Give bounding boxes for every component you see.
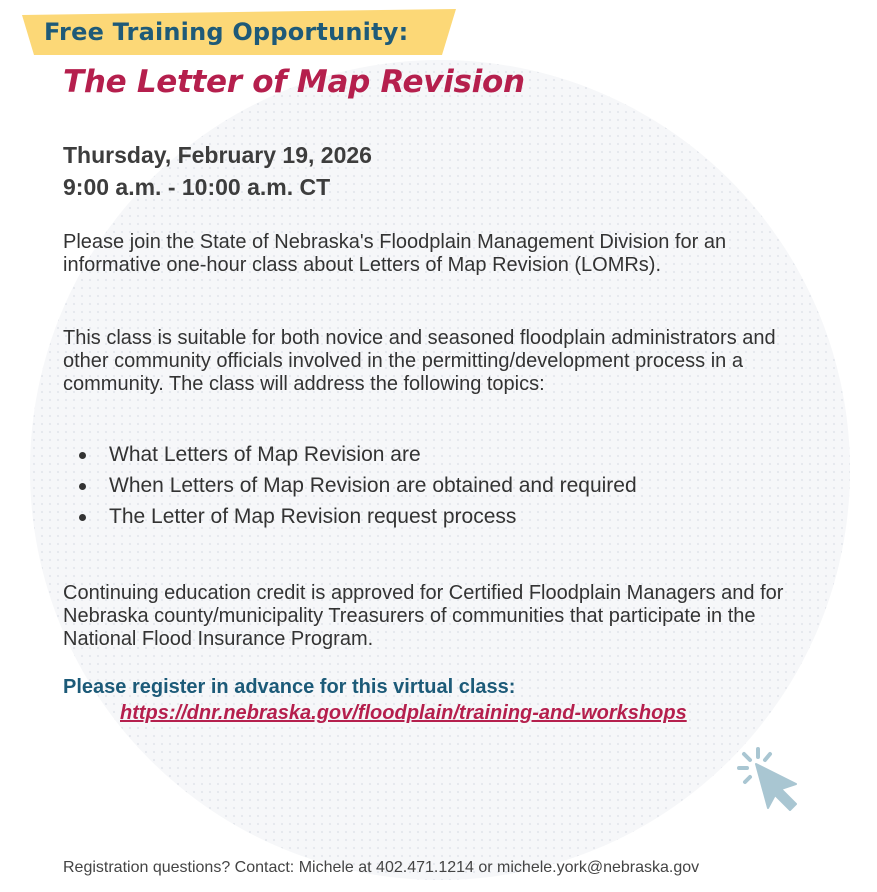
bullet-icon (79, 483, 86, 490)
page-title: The Letter of Map Revision (63, 64, 525, 100)
topics-list (63, 441, 637, 534)
cursor-click-icon (736, 744, 808, 814)
event-time: 9:00 a.m. - 10:00 a.m. CT (63, 174, 331, 200)
banner-text: Free Training Opportunity: (44, 18, 409, 46)
list-item (63, 441, 637, 472)
list-item (63, 472, 637, 503)
intro-paragraph: Please join the State of Nebraska's Floodplain Management Division for an informative one-hour class about Letters of Map Revision (LOMRs). (63, 231, 727, 276)
event-date: Thursday, February 19, 2026 (63, 142, 372, 168)
credit-paragraph: Continuing education credit is approved for Certified Floodplain Managers and for Nebraska county/municipality Treasurers of communities that participate in the National Flood Insurance Program. (63, 582, 784, 650)
audience-paragraph: This class is suitable for both novice and seasoned floodplain administrators and other community officials involved in the permitting/development process in a community. The class will address the following topics: (63, 327, 776, 395)
bullet-icon (79, 514, 86, 521)
list-item (63, 503, 637, 534)
banner (22, 9, 456, 55)
register-heading: Please register in advance for this virtual class: (63, 676, 516, 698)
topic-text: What Letters of Map Revision are (109, 443, 421, 466)
footer-contact: Registration questions? Contact: Michele at 402.471.1214 or michele.york@nebraska.gov (63, 859, 700, 876)
topic-text: When Letters of Map Revision are obtained and required (109, 474, 637, 497)
registration-link[interactable]: https://dnr.nebraska.gov/floodplain/training-and-workshops (120, 702, 687, 724)
topic-text: The Letter of Map Revision request process (109, 505, 517, 528)
bullet-icon (79, 452, 86, 459)
